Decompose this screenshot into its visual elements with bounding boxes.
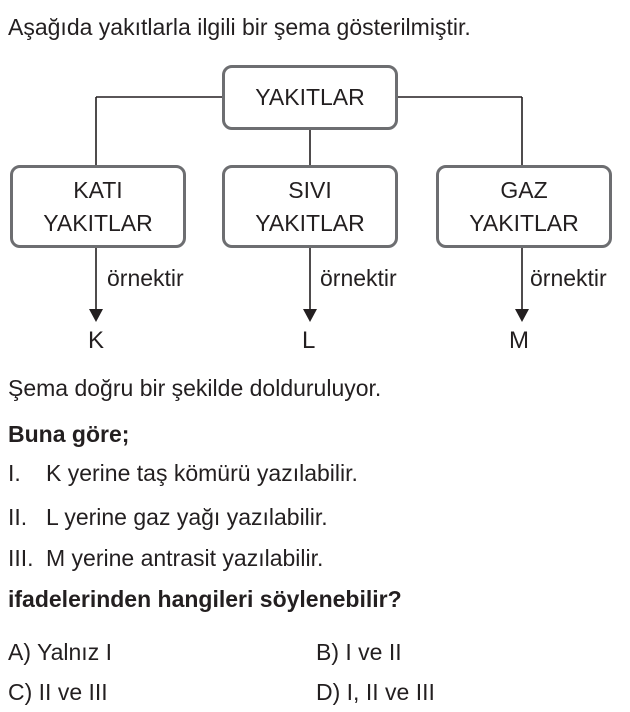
statement-2-number: II. <box>8 504 28 530</box>
leaf-m: M <box>509 327 529 354</box>
arrowhead-m <box>515 309 529 322</box>
leaf-k: K <box>88 327 105 354</box>
option-d[interactable] <box>316 679 435 706</box>
option-c-text: II ve III <box>38 679 108 705</box>
intro-text: Aşağıda yakıtlarla ilgili bir şema gösterilmiştir. <box>8 14 471 40</box>
node-yakitlar <box>222 65 398 130</box>
node-gaz-yakitlar <box>436 165 612 248</box>
option-b[interactable] <box>316 639 402 666</box>
statement-1-number: I. <box>8 460 21 486</box>
node-gaz-line1: GAZ <box>500 176 548 203</box>
option-d-letter: D) <box>316 679 341 705</box>
statement-2-text: L yerine gaz yağı yazılabilir. <box>46 504 328 530</box>
edge-label-k: örnektir <box>107 265 184 291</box>
statement-1-text: K yerine taş kömürü yazılabilir. <box>46 460 358 486</box>
node-gaz-line2: YAKITLAR <box>469 209 579 236</box>
option-a-letter: A) <box>8 639 31 665</box>
node-sivi-line1: SIVI <box>288 176 332 203</box>
question-text: ifadelerinden hangileri söylenebilir? <box>8 586 402 612</box>
statement-3-text: M yerine antrasit yazılabilir. <box>46 545 324 571</box>
option-a[interactable] <box>8 639 112 666</box>
option-a-text: Yalnız I <box>36 639 112 665</box>
option-b-text: I ve II <box>345 639 402 665</box>
edge-label-l: örnektir <box>320 265 397 291</box>
node-kati-line1: KATI <box>73 176 123 203</box>
node-kati-yakitlar <box>10 165 186 248</box>
leaf-l: L <box>302 327 316 354</box>
statement-3-number: III. <box>8 545 34 571</box>
option-b-letter: B) <box>316 639 339 665</box>
node-yakitlar-label: YAKITLAR <box>255 84 365 110</box>
option-c[interactable] <box>8 679 108 706</box>
option-c-letter: C) <box>8 679 33 705</box>
edge-label-m: örnektir <box>530 265 607 291</box>
node-sivi-yakitlar <box>222 165 398 248</box>
sentence-text: Şema doğru bir şekilde dolduruluyor. <box>8 375 382 401</box>
arrowhead-l <box>303 309 317 322</box>
option-d-text: I, II ve III <box>346 679 435 705</box>
node-sivi-line2: YAKITLAR <box>255 209 365 236</box>
arrowhead-k <box>89 309 103 322</box>
node-kati-line2: YAKITLAR <box>43 209 153 236</box>
prompt-lead: Buna göre; <box>8 421 130 447</box>
